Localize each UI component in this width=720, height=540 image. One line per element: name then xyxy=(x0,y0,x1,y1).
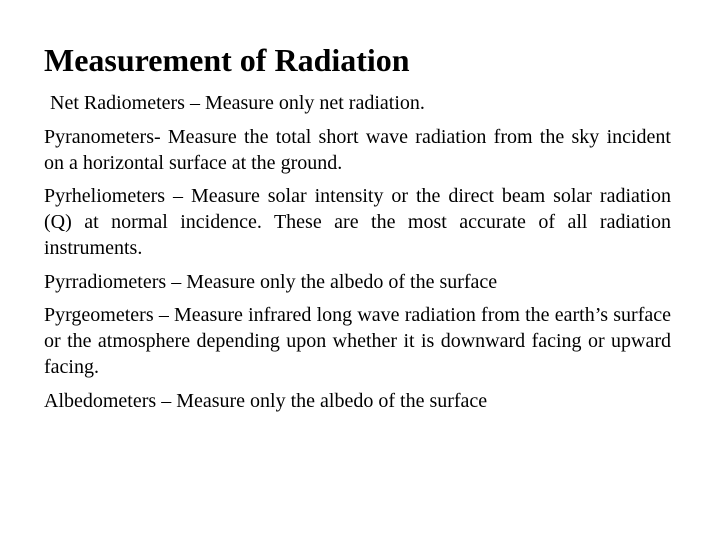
paragraph-pyrheliometers: Pyrheliometers – Measure solar intensity or the direct beam solar radiation (Q) at normal incidence. These are the most accurate of all radiation instruments. xyxy=(44,185,671,259)
paragraph-pyranometers: Pyranometers- Measure the total short wave radiation from the sky incident on a horizontal surface at the ground. xyxy=(44,125,671,174)
slide-title: Measurement of Radiation xyxy=(44,42,410,78)
paragraph-net-radiometers: Net Radiometers – Measure only net radiation. xyxy=(50,92,425,114)
paragraph-pyrgeometers: Pyrgeometers – Measure infrared long wave radiation from the earth’s surface or the atmosphere depending upon whether it is downward facing or upward facing. xyxy=(44,304,671,378)
slide-body xyxy=(44,90,671,421)
paragraph-albedometers: Albedometers – Measure only the albedo of the surface xyxy=(44,389,488,412)
paragraph-pyrradiometers: Pyrradiometers – Measure only the albedo of the surface xyxy=(44,270,498,293)
